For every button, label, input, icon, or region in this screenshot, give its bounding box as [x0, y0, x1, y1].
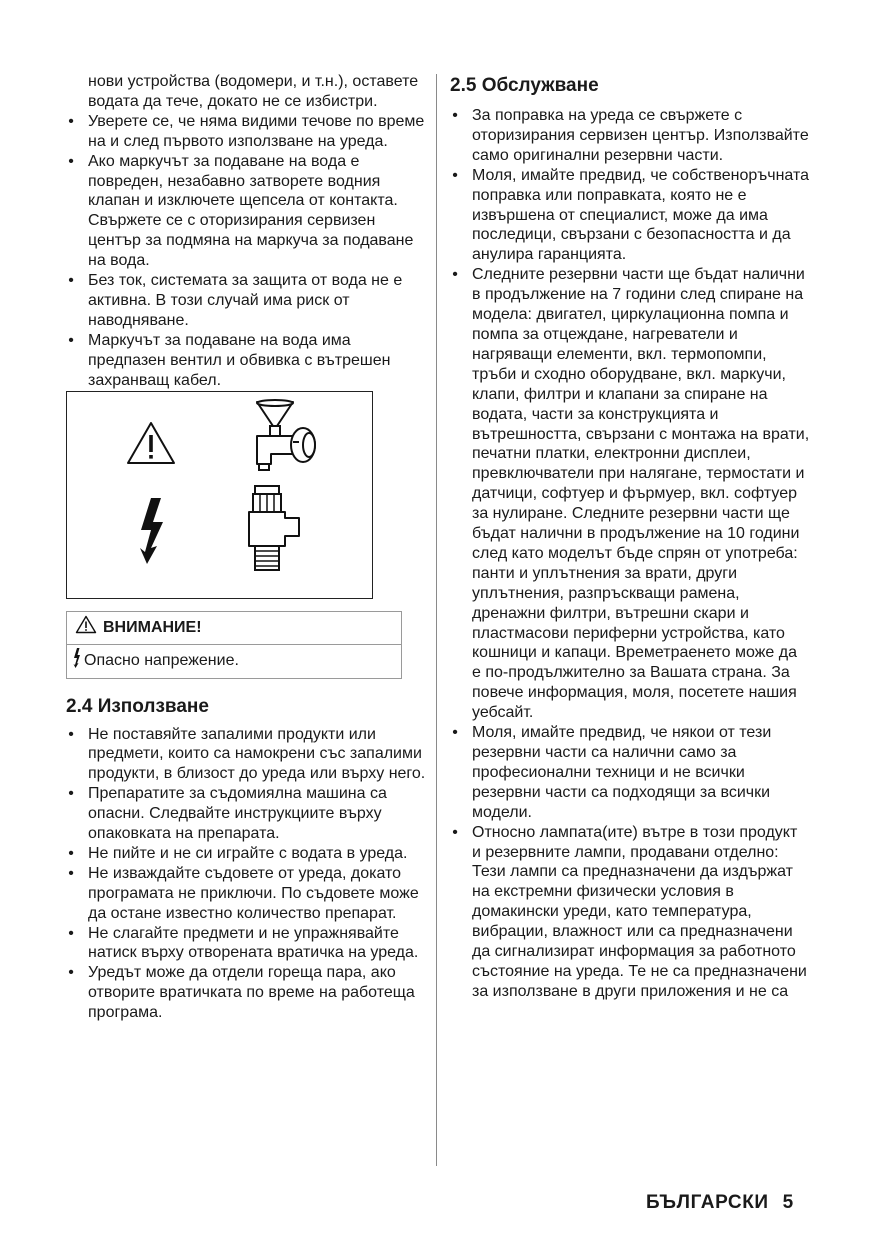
- hose-valve-icon: [241, 484, 311, 580]
- warning-text: Опасно напрежение.: [84, 652, 239, 670]
- bullet-icon: •: [68, 924, 74, 942]
- usage-list: [66, 725, 428, 1024]
- right-column: [450, 72, 810, 1002]
- bullet-icon: •: [68, 725, 74, 743]
- page-footer: [646, 1192, 794, 1214]
- warning-body: [67, 645, 401, 678]
- safety-list: [66, 112, 428, 391]
- warning-triangle-icon: [125, 420, 177, 472]
- warning-title: ВНИМАНИЕ!: [103, 618, 202, 636]
- bullet-icon: •: [452, 166, 458, 184]
- bullet-icon: •: [452, 107, 458, 124]
- bullet-icon: •: [68, 864, 74, 882]
- bullet-icon: •: [68, 152, 74, 170]
- warning-header: [67, 612, 401, 645]
- list-item: • Моля, имайте предвид, че някои от тези резервни части са налични само за професионални техници и не всички резервни части са подходящи за всички модели.: [450, 723, 810, 823]
- bullet-icon: •: [452, 724, 458, 742]
- footer-language: БЪЛГАРСКИ: [646, 1192, 769, 1213]
- list-item: • Относно лампата(ите) вътре в този продукт и резервните лампи, продавани отделно: Тези лампи са предназначени да издържат на екстремни физически условия в домакински уреди, като температура, вибрации, влажност или са предназначени да сигнализират информация за работното състояние на уреда. Те не са предназначени за използване в други приложения и не са: [450, 823, 810, 1002]
- bullet-icon: •: [452, 266, 458, 284]
- symbol-illustration-box: [66, 391, 373, 599]
- list-item: • Не поставяйте запалими продукти или предмети, които са намокрени със запалими продукти, в близост до уреда или върху него.: [66, 725, 428, 785]
- bullet-icon: •: [68, 844, 74, 862]
- left-column: [66, 72, 428, 1023]
- list-item: • Уверете се, че няма видими течове по време на и след първото използване на уреда.: [66, 112, 428, 152]
- bullet-icon: •: [68, 112, 74, 130]
- maintenance-list: [450, 106, 810, 1002]
- list-item: • За поправка на уреда се свържете с оторизирания сервизен център. Използвайте само оригинални резервни части.: [450, 106, 810, 166]
- bullet-icon: •: [68, 964, 74, 982]
- page-number: 5: [782, 1192, 794, 1213]
- list-item: • Маркучът за подаване на вода има предпазен вентил и обвивка с вътрешен захранващ кабел.: [66, 331, 428, 391]
- section-title-maintenance: 2.5 Обслужване: [450, 75, 599, 96]
- list-item: • Не пийте и не си играйте с водата в уреда.: [66, 844, 428, 864]
- list-item: • Следните резервни части ще бъдат налични в продължение на 7 години след спиране на модела: двигател, циркулационна помпа и помпа за отцеждане, нагреватели и нагряващи елементи, вкл. термопомпи, тръби и сходно оборудване, вкл. маркучи, клапи, филтри и клапани за спиране на водата, части за конструкцията и вътрешността, свързани с монтажа на врати, печатни платки, електронни дисплеи, превключватели при налягане, термостати и датчици, софтуер и фърмуер, вкл. софтуер за нулиране. Следните резервни части ще бъдат налични в продължение на 10 години след като моделът бъде спрян от употреба: панти и уплътнения за врати, други уплътнения, разпръскващи рамена, дренажни филтри, вътрешни скари и пластмасови периферни устройства, като кошници и капаци. Времетраенето може да е по-продължително за Вашата страна. За повече информация, моля, посетете нашия уебсайт.: [450, 265, 810, 723]
- list-item: • Уредът може да отдели гореща пара, ако отворите вратичката по време на работеща програма.: [66, 963, 428, 1023]
- column-divider: [436, 74, 437, 1166]
- list-item: • Препаратите за съдомиялна машина са опасни. Следвайте инструкциите върху опаковката на препарата.: [66, 784, 428, 844]
- list-item: • Не изваждайте съдовете от уреда, докато програмата не приключи. По съдовете може да остане известно количество препарат.: [66, 864, 428, 924]
- warning-box: [66, 611, 402, 679]
- water-tap-icon: [243, 398, 323, 480]
- bullet-icon: •: [68, 331, 74, 349]
- list-item: • Не слагайте предмети и не упражнявайте натиск върху отворената вратичка на уреда.: [66, 924, 428, 964]
- bullet-icon: •: [452, 823, 458, 841]
- section-title-usage: 2.4 Използване: [66, 695, 209, 717]
- high-voltage-icon: [137, 496, 173, 572]
- list-item: • Моля, имайте предвид, че собственоръчната поправка или поправката, която не е извършена от специалист, може да има последици, свързани с безопасността и да анулира гаранцията.: [450, 166, 810, 266]
- bullet-icon: •: [68, 785, 74, 803]
- bullet-icon: •: [68, 272, 74, 290]
- list-item: • Ако маркучът за подаване на вода е повреден, незабавно затворете водния клапан и изключете щепсела от контакта. Свържете се с оторизирания сервизен център за подмяна на маркуча за подаване на вода.: [66, 152, 428, 271]
- list-item: • Без ток, системата за защита от вода не е активна. В този случай има риск от наводняване.: [66, 271, 428, 331]
- warning-triangle-icon: [75, 615, 97, 640]
- lightning-icon: [73, 648, 81, 674]
- continued-paragraph: нови устройства (водомери, и т.н.), оставете водата да тече, докато не се избистри.: [88, 73, 419, 110]
